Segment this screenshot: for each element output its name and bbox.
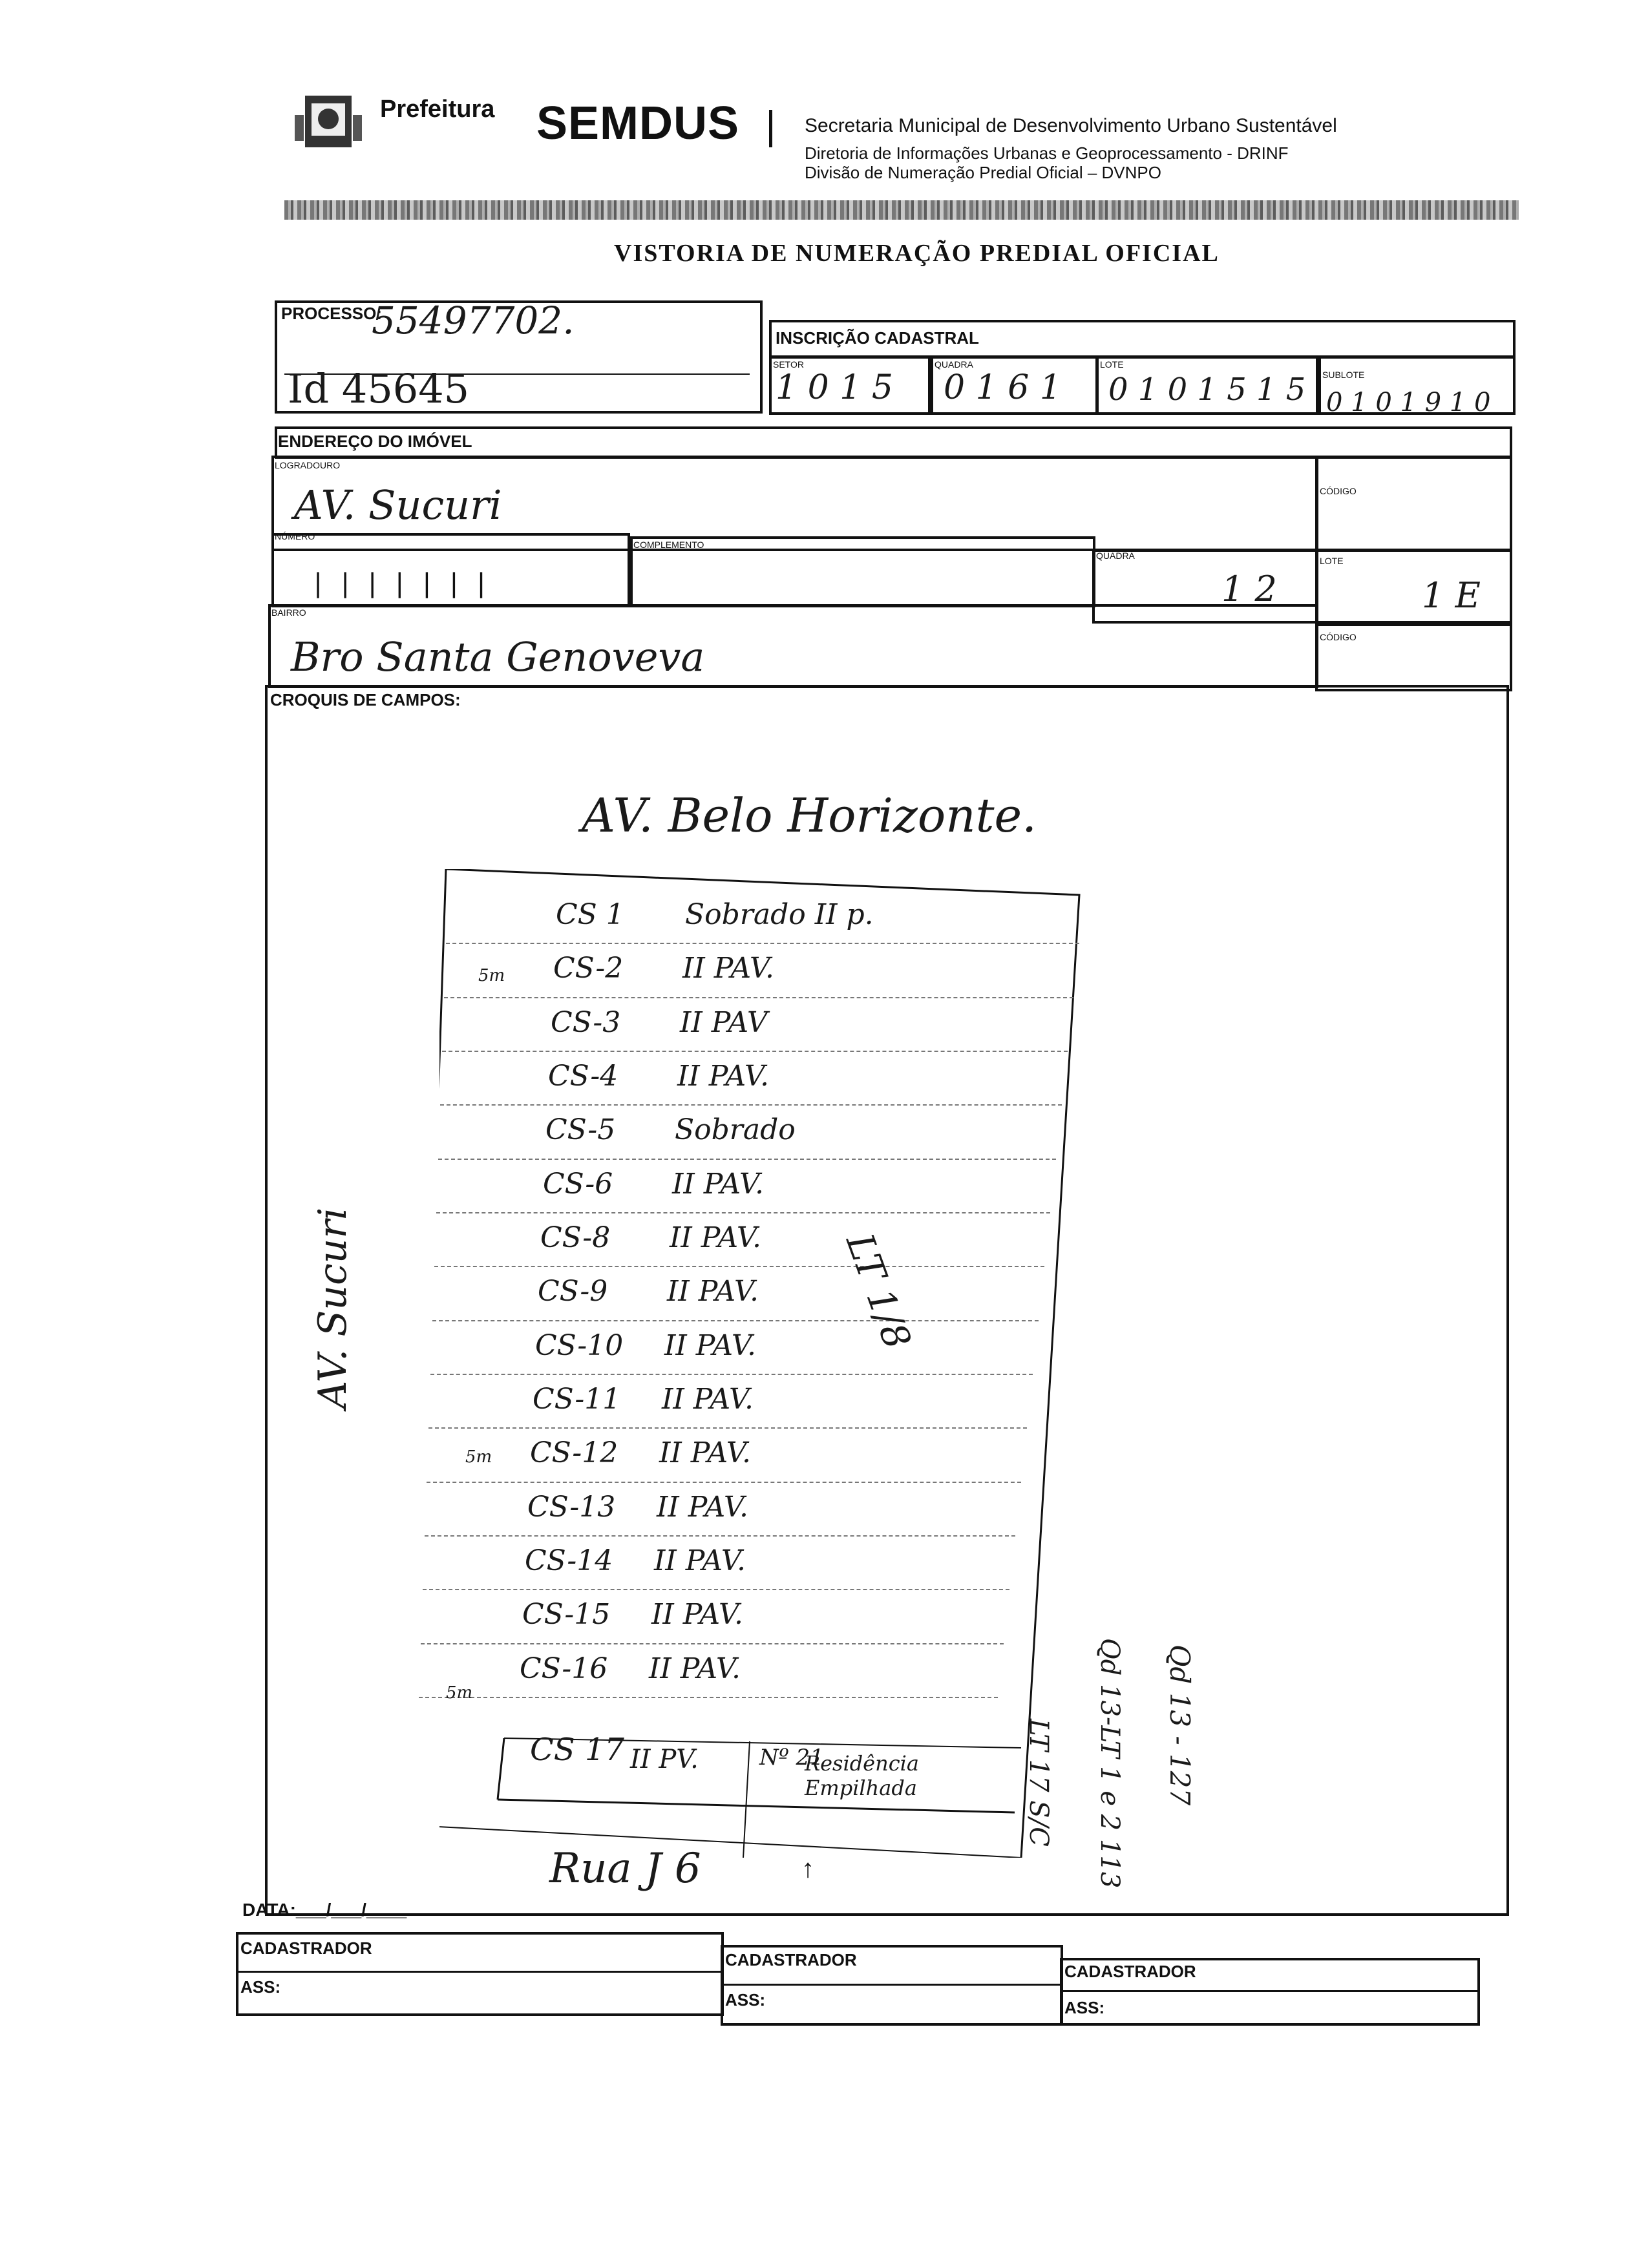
endereco-label: ENDEREÇO DO IMÓVEL [278,432,472,451]
setor-label: SETOR [773,359,804,370]
row-desc: II PAV. [662,1383,754,1416]
header-line-2: Diretoria de Informações Urbanas e Geoprocessamento - DRINF [805,143,1289,163]
row-code: CS-10 [535,1328,624,1362]
quadra-end-value: 1 2 [1221,569,1277,609]
logradouro-label: LOGRADOURO [275,460,341,470]
arrow-icon: ↑ [801,1854,814,1883]
data-label: DATA:___/___/____ [242,1900,407,1920]
row-divider [434,1266,1044,1267]
side-qd2: Qd 13 - 127 [1164,1644,1196,1806]
header-line-3: Divisão de Numeração Predial Oficial – DVNPO [805,163,1161,182]
cadastrador-line-1 [236,1971,724,1973]
numero-ticks: ||||||| [310,569,501,598]
cadastrador-label-1: CADASTRADOR [240,1938,372,1958]
lote-end-value: 1 E [1422,575,1481,616]
ass-label-2: ASS: [725,1990,766,2010]
row-code: CS-9 [538,1275,608,1308]
row-desc: II PAV. [677,1060,769,1093]
row-divider [427,1482,1021,1483]
ass-label-3: ASS: [1064,1998,1105,2017]
row-desc: II PAV. [649,1652,741,1685]
no21-label: Nº 21 [759,1745,824,1770]
lote-end-box [1315,549,1512,624]
cs17-desc: II PV. [630,1745,699,1774]
residencia-label: Residência Empilhada [805,1751,919,1800]
row-desc: II PAV. [651,1598,743,1632]
codigo2-label: CÓDIGO [1320,632,1357,642]
semdus-divider [769,110,772,147]
lote-value: 0 1 0 1 5 1 5 [1108,372,1306,408]
lote-end-label: LOTE [1320,556,1344,566]
cadastrador-label-3: CADASTRADOR [1064,1962,1196,1981]
side-lt: LT 17 S/C [1024,1719,1053,1847]
prefeitura-label: Prefeitura [380,96,495,123]
row-divider [421,1643,1004,1644]
row-divider [442,1051,1068,1052]
lote-label: LOTE [1100,359,1124,370]
row-divider [430,1374,1033,1375]
inscricao-label: INSCRIÇÃO CADASTRAL [776,328,979,348]
row-code: CS-15 [522,1598,611,1632]
side-qd: Qd 13-LT 1 e 2 113 [1095,1638,1125,1889]
row-code: CS-3 [551,1005,621,1039]
row-desc: II PAV. [659,1436,751,1470]
row-desc: II PAV. [672,1167,764,1201]
cadastrador-label-2: CADASTRADOR [725,1950,857,1969]
lt-label: LT 1/8 [838,1228,920,1355]
cadastrador-line-3 [1060,1990,1480,1992]
semdus-logo: SEMDUS [536,98,740,149]
ass-label-1: ASS: [240,1977,281,1997]
row-divider [428,1427,1027,1429]
row-divider [436,1212,1050,1213]
processo-label: PROCESSO: [281,304,383,323]
quadra-end-label: QUADRA [1096,551,1135,561]
numero-label: NÚMERO [275,531,315,541]
row-code: CS-12 [530,1436,618,1470]
row-code: CS-8 [540,1221,611,1254]
street-bottom: Rua J 6 [549,1845,701,1893]
row-code: CS-13 [527,1490,616,1524]
quadra-value: 0 1 6 1 [944,368,1061,407]
row-divider [438,1159,1056,1160]
form-title: VISTORIA DE NUMERAÇÃO PREDIAL OFICIAL [614,240,1220,267]
logradouro-value: AV. Sucuri [294,481,502,529]
cs17-code: CS 17 [530,1732,624,1768]
row-code: CS-6 [543,1167,613,1201]
sublote-value: 0 1 0 1 9 1 0 [1326,388,1491,417]
header-line-1: Secretaria Municipal de Desenvolvimento Urbano Sustentável [805,115,1337,136]
processo-value: 55497702. [372,299,575,342]
row-divider [432,1320,1039,1321]
row-code: CS-5 [545,1113,616,1147]
processo-id: Id 45645 [288,365,470,412]
row-code: CS-4 [548,1060,618,1093]
header-band [284,200,1519,220]
row-code: CS-2 [553,952,624,985]
row-desc: Sobrado II p. [685,898,874,931]
row-desc: II PAV [680,1005,768,1039]
row-divider [446,943,1079,944]
row-code: CS-16 [520,1652,608,1685]
row-desc: II PAV. [654,1544,746,1577]
row-desc: Sobrado [675,1113,796,1147]
row-code: CS-14 [525,1544,613,1577]
dist-2: 5m [465,1447,492,1467]
codigo-box [1315,456,1512,551]
dist-1: 5m [478,966,505,985]
complemento-label: COMPLEMENTO [633,540,704,550]
dist-3: 5m [446,1683,473,1703]
sublote-label: SUBLOTE [1322,370,1365,380]
row-desc: II PAV. [682,952,774,985]
street-top: AV. Belo Horizonte. [582,788,1037,843]
row-divider [440,1104,1062,1106]
bairro-label: BAIRRO [271,607,306,618]
row-desc: II PAV. [670,1221,761,1254]
row-code: CS-11 [533,1383,621,1416]
setor-value: 1 0 1 5 [776,368,893,407]
row-code: CS 1 [556,898,624,931]
cadastrador-line-2 [721,1984,1063,1986]
row-desc: II PAV. [667,1275,759,1308]
bairro-value: Bro Santa Genoveva [291,633,705,680]
row-desc: II PAV. [657,1490,748,1524]
codigo-label: CÓDIGO [1320,486,1357,496]
row-divider [423,1589,1009,1590]
row-divider [419,1697,998,1698]
quadra-label: QUADRA [935,359,973,370]
row-desc: II PAV. [664,1328,756,1362]
prefeitura-crest-icon [292,89,364,154]
row-divider [444,997,1073,998]
street-left: AV. Sucuri [310,1207,355,1409]
croquis-label: CROQUIS DE CAMPOS: [270,690,461,709]
row-divider [425,1535,1015,1537]
